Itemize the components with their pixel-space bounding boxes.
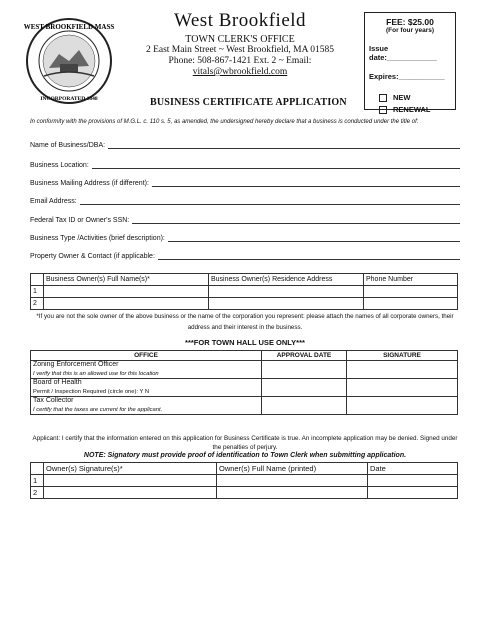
form-title: BUSINESS CERTIFICATE APPLICATION (150, 97, 347, 108)
checkbox-icon (379, 94, 387, 102)
owners-table (30, 273, 458, 310)
header-owner-name: Business Owner(s) Full Name(s)* (44, 274, 209, 286)
intro-text: In conformity with the provisions of M.G.L. c. 110 s. 5, as amended, the undersigned hereby declare that a business is conducted under the title of: (30, 119, 419, 125)
mailing-address-field[interactable]: Business Mailing Address (if different): (30, 179, 460, 187)
table-row: Zoning Enforcement Officer I verify that this is an allowed use for this location (31, 361, 458, 379)
town-hall-header: ***FOR TOWN HALL USE ONLY*** (185, 338, 305, 347)
fee-note: (For four years) (385, 27, 435, 34)
fee-amount: FEE: $25.00 (386, 17, 434, 27)
office-zoning: Zoning Enforcement Officer (33, 361, 119, 368)
table-row: 2 (31, 487, 458, 499)
header-date: Date (368, 463, 458, 475)
address: 2 East Main Street ~ West Brookfield, MA 01585 (145, 45, 335, 55)
table-row: 1 (31, 475, 458, 487)
table-row: 2 (31, 298, 458, 310)
table-row: 1 (31, 286, 458, 298)
town-name: West Brookfield (173, 10, 307, 31)
signature-note: NOTE: Signatory must provide proof of identification to Town Clerk when submitting application. (83, 452, 407, 459)
applicant-statement: Applicant: I certify that the information entered on this application for Business Certificate is true. An incomplete application may be denied. Signed under the penalties of perjury. (32, 435, 458, 451)
office-tax-collector: Tax Collector (33, 397, 74, 404)
business-name-field[interactable]: Name of Business/DBA: (30, 141, 460, 149)
tax-id-field[interactable]: Federal Tax ID or Owner's SSN: (30, 216, 460, 224)
svg-text:INCORPORATED 1848: INCORPORATED 1848 (40, 96, 98, 102)
office-board-of-health: Board of Health (33, 379, 82, 386)
checkbox-icon (379, 106, 387, 114)
svg-text:WEST BROOKFIELD MASS: WEST BROOKFIELD MASS (24, 23, 114, 31)
town-hall-table (30, 350, 458, 415)
table-row: Tax Collector I certify that the taxes are current for the applicant. (31, 397, 458, 415)
header-printed-name: Owner(s) Full Name (printed) (217, 463, 368, 475)
email-link[interactable]: vitals@wbrookfield.com (192, 67, 288, 77)
fee-box (364, 12, 456, 115)
property-owner-field[interactable]: Property Owner & Contact (if applicable: (30, 252, 460, 260)
town-seal-logo (24, 16, 114, 106)
office-name: TOWN CLERK'S OFFICE (185, 34, 295, 45)
header-office: OFFICE (31, 351, 262, 361)
owners-note: *If you are not the sole owner of the above business or the name of the corporation you represent: please attach the names of all corporate owners, their address and their interest in the business. (36, 313, 454, 331)
town-header (120, 10, 360, 78)
header-signature: Owner(s) Signature(s)* (44, 463, 217, 475)
business-type-field[interactable]: Business Type /Activities (brief description): (30, 234, 460, 242)
phone: Phone: 508-867-1421 Ext. 2 ~ Email: (168, 56, 312, 66)
signature-table (30, 462, 458, 499)
header-approval-date: APPROVAL DATE (262, 351, 347, 361)
email-field[interactable]: Email Address: (30, 197, 460, 205)
renewal-checkbox[interactable]: RENEWAL (379, 105, 455, 114)
new-checkbox[interactable]: NEW (379, 93, 455, 102)
business-location-field[interactable]: Business Location: (30, 161, 460, 169)
table-row: Board of Health Permit / Inspection Required (circle one): Y N (31, 379, 458, 397)
header-signature: SIGNATURE (347, 351, 458, 361)
expires-field[interactable]: Expires:___________ (369, 72, 445, 81)
issue-date-field[interactable]: Issue date:____________ (369, 44, 437, 62)
header-phone: Phone Number (364, 274, 458, 286)
header-residence: Business Owner(s) Residence Address (209, 274, 364, 286)
